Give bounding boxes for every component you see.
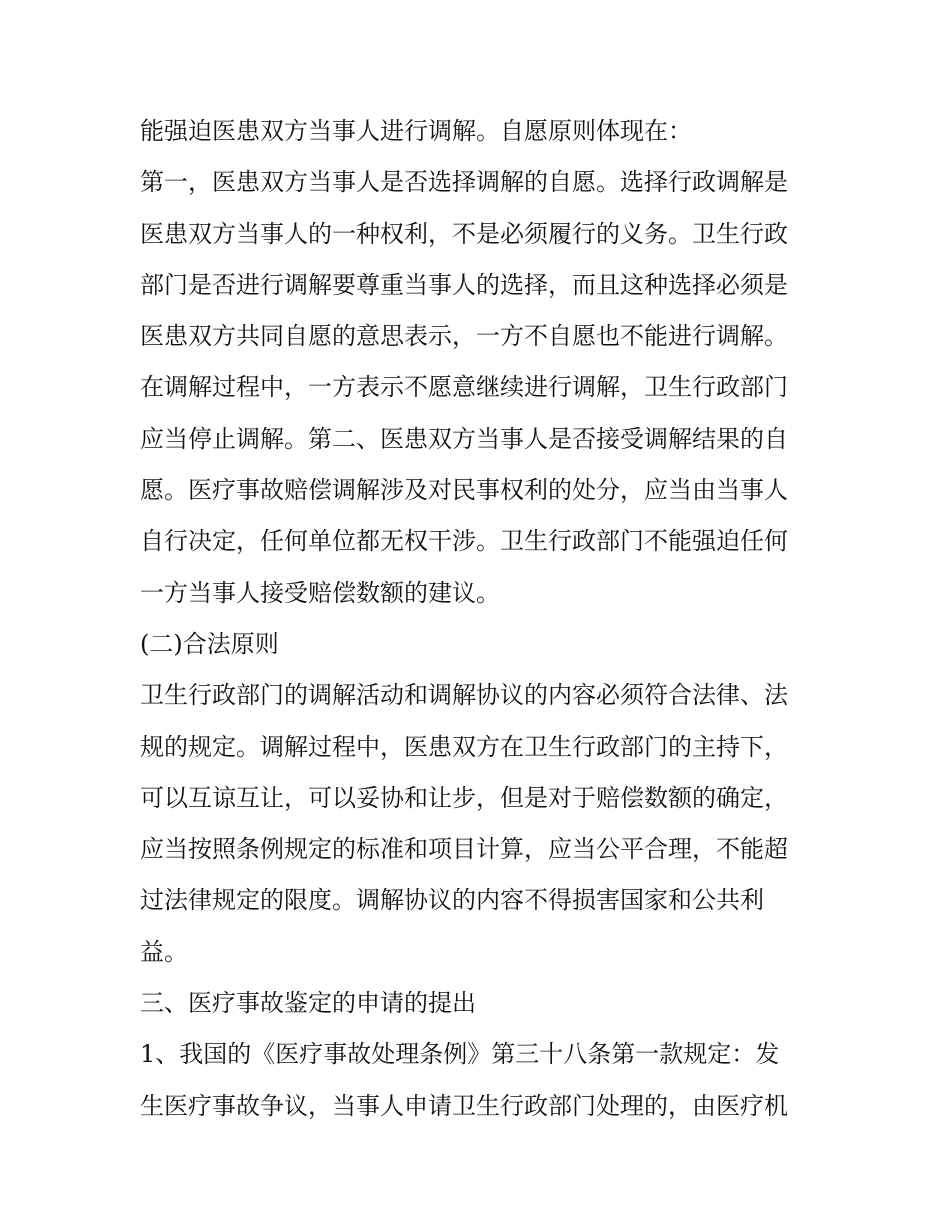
text-line: 应当按照条例规定的标准和项目计算，应当公平合理，不能超 xyxy=(140,835,788,864)
text-line: 医患双方当事人的一种权利，不是必须履行的义务。卫生行政 xyxy=(140,219,788,248)
text-line: 1、我国的《医疗事故处理条例》第三十八条第一款规定：发 xyxy=(140,1040,780,1069)
text-line: 医患双方共同自愿的意思表示，一方不自愿也不能进行调解。 xyxy=(140,322,788,351)
text-line: 愿。医疗事故赔偿调解涉及对民事权利的处分，应当由当事人 xyxy=(140,476,788,505)
text-line: 一方当事人接受赔偿数额的建议。 xyxy=(140,578,500,607)
text-line: 在调解过程中，一方表示不愿意继续进行调解，卫生行政部门 xyxy=(140,373,788,402)
document-page xyxy=(140,106,820,1132)
text-line: 能强迫医患双方当事人进行调解。自愿原则体现在： xyxy=(140,117,692,145)
text-line: 自行决定，任何单位都无权干涉。卫生行政部门不能强迫任何 xyxy=(140,527,788,556)
text-line: 第一，医患双方当事人是否选择调解的自愿。选择行政调解是 xyxy=(140,168,788,197)
text-line: 益。 xyxy=(140,937,188,966)
text-line: 规的规定。调解过程中，医患双方在卫生行政部门的主持下， xyxy=(140,732,788,761)
text-line: 部门是否进行调解要尊重当事人的选择，而且这种选择必须是 xyxy=(140,270,788,299)
text-line: 卫生行政部门的调解活动和调解协议的内容必须符合法律、法 xyxy=(140,681,788,710)
text-line: 过法律规定的限度。调解协议的内容不得损害国家和公共利 xyxy=(140,886,764,915)
text-line: 生医疗事故争议，当事人申请卫生行政部门处理的，由医疗机 xyxy=(140,1091,788,1120)
text-line: 应当停止调解。第二、医患双方当事人是否接受调解结果的自 xyxy=(140,424,788,453)
section-heading: 三、医疗事故鉴定的申请的提出 xyxy=(140,989,476,1018)
text-line: 可以互谅互让，可以妥协和让步，但是对于赔偿数额的确定， xyxy=(140,783,788,812)
section-heading: (二)合法原则 xyxy=(140,629,279,658)
